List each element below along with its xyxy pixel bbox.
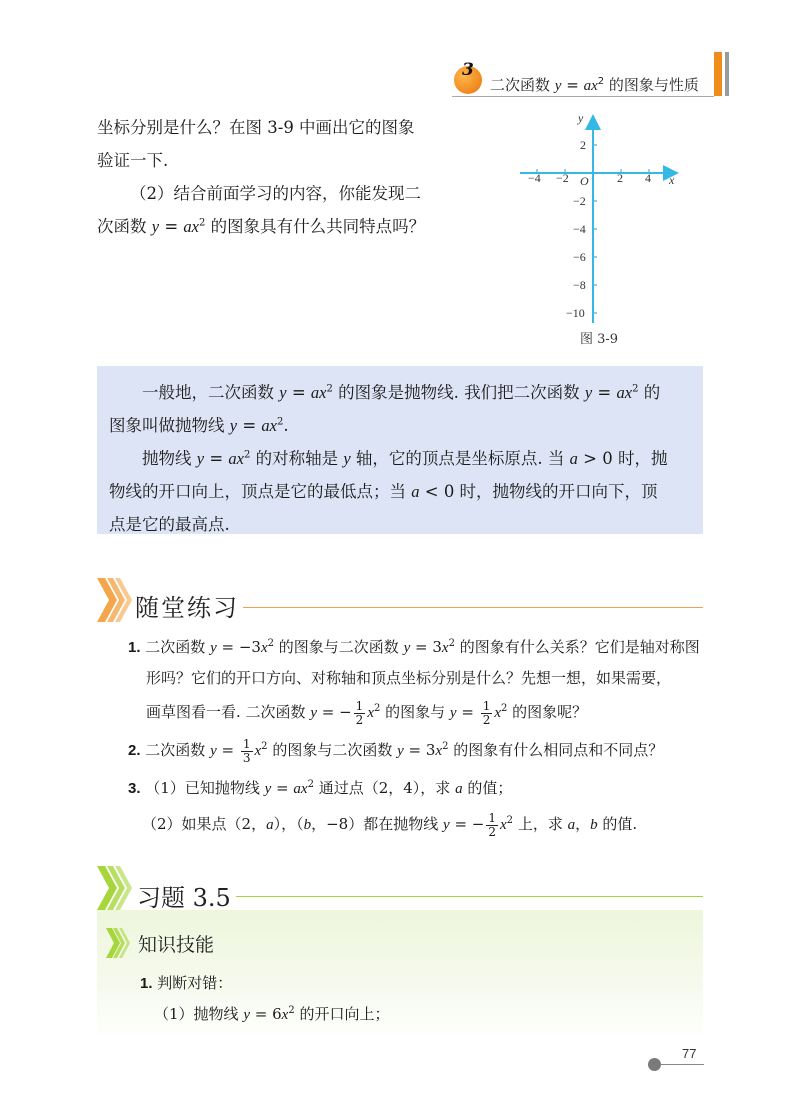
practice-q1: 1. 二次函数 $y = -3x^2$ 的图象与二次函数 $y = 3x^2$ 的图象有什么关系？它们是轴对称图 形吗？它们的开口方向、对称轴和顶点坐标分别是什么？先想一想，如果需要， 画草图看一看. 二次函数 y = − $\frac{1}{2}$ $x^2$ 的图象与 y = $\frac{1}{2}$ $x^2$ 的图象呢？ — [128, 638, 700, 727]
x-tick-label: −2 — [556, 171, 569, 185]
x-axis-label: x — [669, 173, 675, 187]
header-rule — [452, 96, 714, 97]
practice-heading: 随堂练习 — [135, 594, 239, 622]
origin-label: O — [580, 174, 589, 188]
y-tick-label: −8 — [573, 278, 586, 292]
y-tick-label: −4 — [573, 222, 586, 236]
page-number: 77 — [682, 1046, 697, 1061]
exercise-rule — [236, 896, 703, 897]
x-tick-label: −4 — [528, 171, 541, 185]
practice-q3: 3. （1）已知抛物线 $y = ax^2$ 通过点（2，4），求 a 的值； （2）如果点（2，a），（b，−8）都在抛物线 y = − $\frac{1}{2}$ $x^2$ 上，求 a，b 的值. — [128, 779, 638, 839]
x-tick-label: 4 — [645, 171, 651, 185]
exercise-subheading: 知识技能 — [138, 934, 215, 956]
y-tick-label: −6 — [573, 250, 586, 264]
exercise-heading: 习题 3.5 — [137, 884, 231, 912]
y-tick-label: −10 — [566, 306, 585, 320]
practice-rule — [243, 607, 703, 608]
y-tick-label: 2 — [580, 138, 586, 152]
exercise-q1: 1. 判断对错： （1）抛物线 $y = 6x^2$ 的开口向上； — [140, 974, 390, 1023]
practice-q2: 2. 二次函数 y = $\frac{1}{3}$ $x^2$ 的图象与二次函数 $y = 3x^2$ 的图象有什么相同点和不同点？ — [128, 736, 664, 765]
figure-caption: 图 3-9 — [580, 332, 619, 347]
x-tick-label: 2 — [617, 171, 623, 185]
coordinate-grid-figure — [510, 108, 690, 348]
section-number: 3 — [462, 60, 474, 80]
footer-rule — [660, 1064, 704, 1065]
header-bar-gray — [725, 52, 729, 96]
chevron-icon — [97, 578, 139, 622]
summary-box: 一般地，二次函数 $y = ax^2$ 的图象是抛物线. 我们把二次函数 $y = ax^2$ 的 图象叫做抛物线 $y = ax^2$. 抛物线 $y = ax^2$ 的对称轴是 y 轴，它的顶点是坐标原点. 当 a > 0 时，抛 物线的开口向上，顶点是它的最低点；当 a < 0 时，抛物线的开口向下，顶 点是它的最高点. — [97, 366, 703, 534]
intro-text: 坐标分别是什么？在图 3-9 中画出它的图象 验证一下. （2）结合前面学习的内容，你能发现二 次函数 $y = ax^2$ 的图象具有什么共同特点吗？ — [97, 118, 426, 236]
y-axis-label: y — [578, 111, 584, 125]
chevron-icon — [106, 928, 136, 958]
chevron-icon — [97, 866, 139, 910]
page-header-title: 二次函数 $y = ax^2$ 的图象与性质 — [490, 76, 699, 94]
header-bar-orange — [714, 52, 722, 96]
y-tick-label: −2 — [573, 194, 586, 208]
